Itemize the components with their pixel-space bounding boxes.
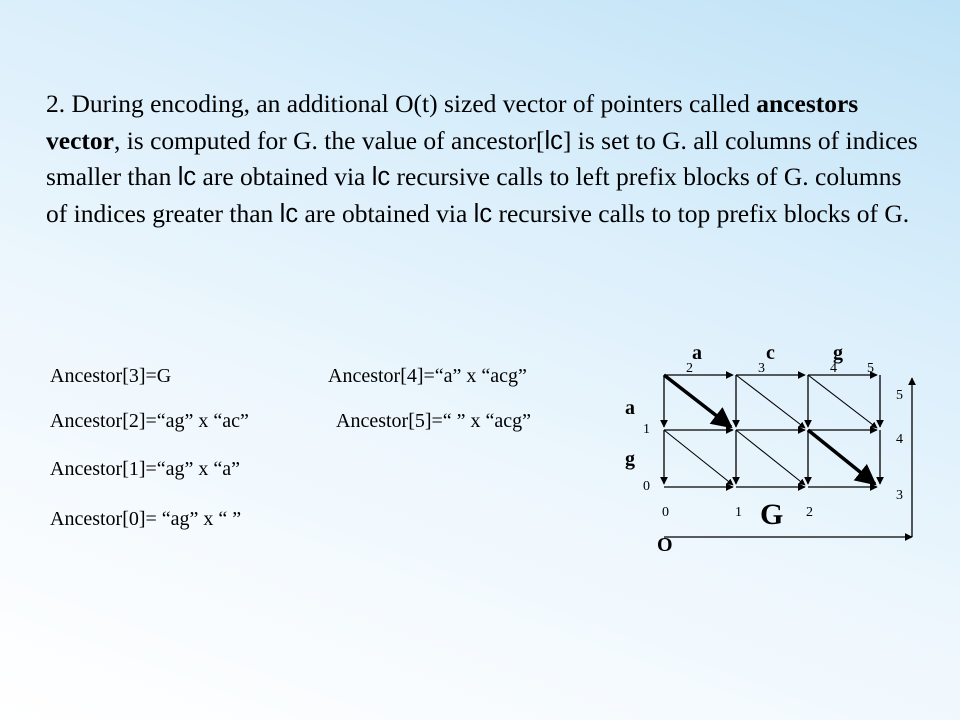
bottom-index-1: 1: [735, 505, 742, 520]
top-letter-a: a: [692, 342, 702, 364]
right-index-3: 3: [896, 488, 903, 503]
ancestor-1: Ancestor[1]=“ag” x “a”: [50, 458, 241, 480]
left-index-0: 0: [643, 479, 650, 494]
top-letter-g: g: [833, 342, 843, 364]
top-index-2: 2: [686, 361, 693, 376]
right-index-4: 4: [896, 432, 903, 447]
ancestors-vector-term: ancestors vector: [46, 89, 859, 155]
left-letter-a: a: [625, 397, 635, 419]
top-index-3: 3: [758, 361, 765, 376]
ancestor-2: Ancestor[2]=“ag” x “ac”: [50, 410, 249, 432]
top-index-5: 5: [867, 361, 874, 376]
bottom-index-2: 2: [806, 505, 813, 520]
right-index-5: 5: [896, 388, 903, 403]
ancestor-4: Ancestor[4]=“a” x “acg”: [328, 365, 527, 387]
left-letter-g: g: [625, 448, 635, 470]
bottom-index-0: 0: [662, 505, 669, 520]
top-letter-c: c: [766, 342, 775, 364]
horizontal-edges: [664, 375, 877, 487]
ancestor-5: Ancestor[5]=“ ” x “acg”: [336, 410, 532, 432]
left-index-1: 1: [643, 422, 650, 437]
block-label-g: G: [760, 498, 784, 531]
ancestor-3: Ancestor[3]=G: [50, 365, 172, 387]
ancestor-0: Ancestor[0]= “ag” x “ ”: [50, 508, 242, 530]
description-paragraph: 2. During encoding, an additional O(t) sized vector of pointers called ancestors vector, is computed for G. the value of ancestor[lc] is set to G. all columns of indices smaller than lc are obtained via lc recursive calls to left prefix blocks of G. columns of indices greater than lc are obtained via lc recursive calls to top prefix blocks of G.: [46, 89, 918, 228]
top-index-4: 4: [830, 361, 837, 376]
origin-label: O: [657, 534, 673, 556]
